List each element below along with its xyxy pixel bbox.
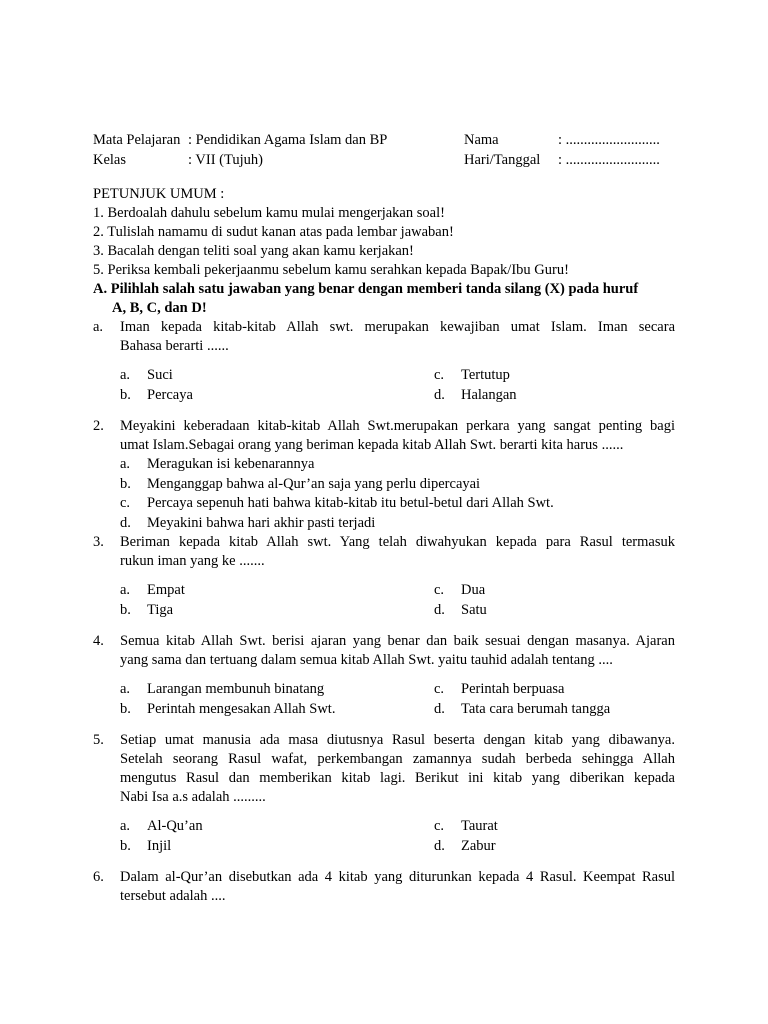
options-list	[120, 455, 675, 533]
instruction-item: 2. Tulislah namamu di sudut kanan atas pada lembar jawaban!	[93, 224, 454, 240]
question-6	[93, 868, 675, 906]
question-text: Bahasa berarti ......	[120, 338, 229, 354]
instruction-item: 3. Bacalah dengan teliti soal yang akan kamu kerjakan!	[93, 243, 414, 259]
section-a-heading-cont: A, B, C, dan D!	[112, 300, 207, 316]
option-b[interactable]: b. Percaya	[120, 386, 193, 403]
option-a[interactable]: a. Empat	[120, 582, 185, 598]
header-row-2	[93, 151, 675, 171]
question-text: Nabi Isa a.s adalah .........	[120, 789, 266, 805]
option-c[interactable]: c. Taurat	[434, 818, 498, 834]
option-a[interactable]: a. Al-Qu’an	[120, 818, 203, 834]
option-b[interactable]: b. Injil	[120, 837, 172, 854]
question-text: Iman kepada kitab-kitab Allah swt. merupakan kewajiban umat Islam. Iman secara	[120, 319, 675, 335]
question-1	[93, 318, 675, 356]
options-grid	[120, 581, 675, 620]
question-text: mengutus Rasul dan memberikan kitab lagi. Berikut ini kitab yang diberikan kepada	[120, 770, 675, 786]
option-b[interactable]: b. Perintah mengesakan Allah Swt.	[120, 700, 336, 717]
question-number: 3.	[93, 534, 104, 550]
option-d[interactable]: d. Halangan	[434, 386, 517, 403]
hari-label: Hari/Tanggal	[464, 152, 541, 168]
option-d[interactable]: d. Meyakini bahwa hari akhir pasti terjadi	[120, 514, 376, 531]
mapel-value: : Pendidikan Agama Islam dan BP	[188, 132, 388, 148]
question-number: 2.	[93, 418, 104, 434]
option-a[interactable]: a. Suci	[120, 367, 173, 383]
instruction-item: 5. Periksa kembali pekerjaanmu sebelum kamu serahkan kepada Bapak/Ibu Guru!	[93, 262, 569, 278]
question-text: tersebut adalah ....	[120, 888, 226, 904]
option-d[interactable]: d. Tata cara berumah tangga	[434, 700, 611, 717]
option-d[interactable]: d. Zabur	[434, 837, 496, 854]
option-c[interactable]: c. Dua	[434, 582, 486, 598]
question-text: Meyakini keberadaan kitab-kitab Allah Swt.merupakan perkara yang sangat penting bagi	[120, 418, 675, 434]
options-grid	[120, 366, 675, 405]
option-b[interactable]: b. Tiga	[120, 601, 174, 618]
question-3	[93, 533, 675, 571]
nama-label: Nama	[464, 132, 499, 148]
question-4	[93, 632, 675, 670]
question-number: 5.	[93, 732, 104, 748]
question-text: umat Islam.Sebagai orang yang beriman kepada kitab Allah Swt. berarti kita harus ......	[120, 437, 624, 453]
option-d[interactable]: d. Satu	[434, 601, 487, 618]
nama-value: : ..........................	[558, 132, 660, 148]
question-text: Dalam al-Qur’an disebutkan ada 4 kitab yang diturunkan kepada 4 Rasul. Keempat Rasul	[120, 869, 675, 885]
mapel-label: Mata Pelajaran	[93, 132, 181, 148]
question-text: rukun iman yang ke .......	[120, 553, 265, 569]
section-a-heading: A. Pilihlah salah satu jawaban yang benar dengan memberi tanda silang (X) pada huruf	[93, 281, 639, 297]
question-number: a.	[93, 319, 104, 335]
option-c[interactable]: c. Tertutup	[434, 367, 510, 383]
question-text: Setiap umat manusia ada masa diutusnya Rasul beserta dengan kitab yang dibawanya.	[120, 732, 675, 748]
instruction-item: 1. Berdoalah dahulu sebelum kamu mulai mengerjakan soal!	[93, 205, 445, 221]
question-text: Setelah seorang Rasul wafat, perkembangan zamannya sudah berbeda sehingga Allah	[120, 751, 675, 767]
question-2	[93, 417, 675, 455]
question-number: 4.	[93, 633, 104, 649]
question-5	[93, 731, 675, 807]
option-a[interactable]: a. Meragukan isi kebenarannya	[120, 456, 315, 472]
options-grid	[120, 680, 675, 719]
option-a[interactable]: a. Larangan membunuh binatang	[120, 681, 325, 697]
question-text: yang sama dan tertuang dalam semua kitab Allah Swt. yaitu tauhid adalah tentang ....	[120, 652, 613, 668]
option-c[interactable]: c. Perintah berpuasa	[434, 681, 565, 697]
hari-value: : ..........................	[558, 152, 660, 168]
options-grid	[120, 817, 675, 856]
question-text: Beriman kepada kitab Allah swt. Yang telah diwahyukan kepada para Rasul termasuk	[120, 534, 675, 550]
option-c[interactable]: c. Percaya sepenuh hati bahwa kitab-kitab itu betul-betul dari Allah Swt.	[120, 495, 554, 511]
option-b[interactable]: b. Menganggap bahwa al-Qur’an saja yang perlu dipercayai	[120, 475, 481, 492]
instructions-title: PETUNJUK UMUM :	[93, 186, 225, 202]
header-row-1	[93, 131, 675, 151]
kelas-value: : VII (Tujuh)	[188, 152, 263, 168]
question-number: 6.	[93, 869, 104, 885]
worksheet-page	[93, 131, 675, 906]
question-text: Semua kitab Allah Swt. berisi ajaran yang benar dan baik sesuai dengan masanya. Ajaran	[120, 633, 675, 649]
kelas-label: Kelas	[93, 152, 127, 168]
